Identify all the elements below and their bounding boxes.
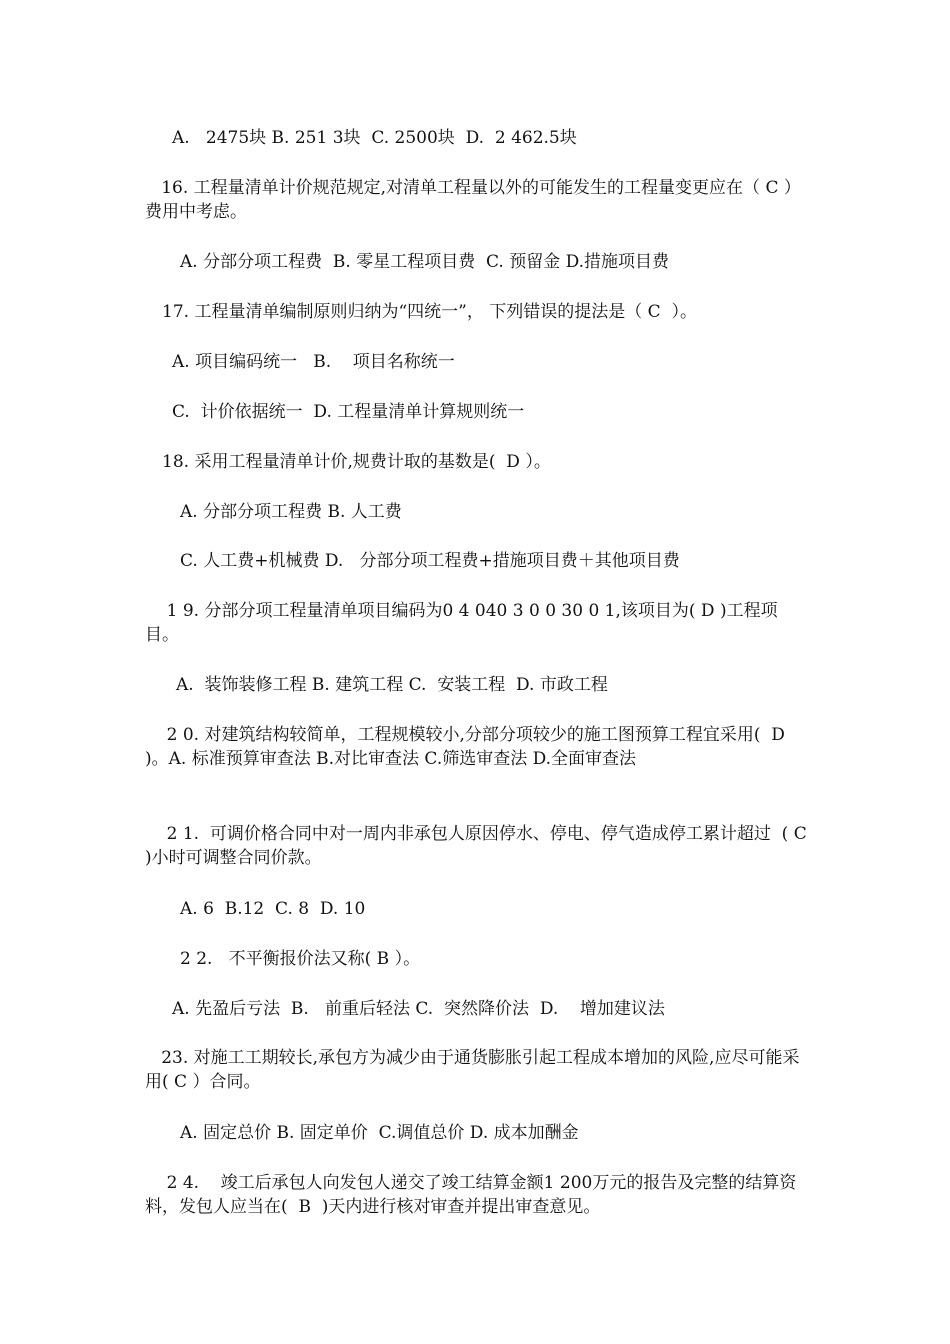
q23-options: A. 固定总价 B. 固定单价 C.调值总价 D. 成本加酬金 bbox=[180, 1123, 579, 1143]
q20-question: 2 0. 对建筑结构较简单，工程规模较小,分部分项较少的施工图预算工程宜采用( D )。A. 标准预算审查法 B.对比审查法 C.筛选审查法 D.全面审查法 bbox=[145, 725, 802, 769]
q18-options-ab: A. 分部分项工程费 B. 人工费 bbox=[180, 502, 402, 522]
q16-question: 16. 工程量清单计价规范规定,对清单工程量以外的可能发生的工程量变更应在（ C ）费用中考虑。 bbox=[145, 178, 801, 222]
q22-options: A. 先盈后亏法 B. 前重后轻法 C. 突然降价法 D. 增加建议法 bbox=[172, 999, 665, 1019]
q15-options: A. 2475块 B. 251 3块 C. 2500块 D. 2 462.5块 bbox=[172, 128, 577, 148]
q22-question: 2 2. 不平衡报价法又称( B ）。 bbox=[180, 949, 421, 969]
q23-question: 23. 对施工工期较长,承包方为减少由于通货膨胀引起工程成本增加的风险,应尽可能采用( C ）合同。 bbox=[145, 1048, 800, 1092]
q21-options: A. 6 B.12 C. 8 D. 10 bbox=[180, 899, 366, 919]
q18-question: 18. 采用工程量清单计价,规费计取的基数是( D ）。 bbox=[162, 452, 551, 472]
q17-options-cd: C. 计价依据统一 D. 工程量清单计算规则统一 bbox=[172, 402, 525, 422]
q24-question: 2 4. 竣工后承包人向发包人递交了竣工结算金额1 200万元的报告及完整的结算资料，发包人应当在( B )天内进行核对审查并提出审查意见。 bbox=[145, 1173, 797, 1217]
q21-question: 2 1. 可调价格合同中对一周内非承包人原因停水、停电、停气造成停工累计超过 ( C )小时可调整合同价款。 bbox=[145, 824, 813, 868]
q17-options-ab: A. 项目编码统一 B. 项目名称统一 bbox=[172, 352, 455, 372]
q19-options: A. 装饰装修工程 B. 建筑工程 C. 安装工程 D. 市政工程 bbox=[176, 675, 608, 695]
q16-options: A. 分部分项工程费 B. 零星工程项目费 C. 预留金 D.措施项目费 bbox=[180, 252, 670, 272]
q18-options-cd: C. 人工费+机械费 D. 分部分项工程费+措施项目费＋其他项目费 bbox=[180, 551, 680, 571]
q17-question: 17. 工程量清单编制原则归纳为“四统一”， 下列错误的提法是（ C ）。 bbox=[162, 302, 697, 322]
q19-question: 1 9. 分部分项工程量清单项目编码为0 4 040 3 0 0 30 0 1,该项目为( D )工程项目。 bbox=[145, 601, 778, 645]
